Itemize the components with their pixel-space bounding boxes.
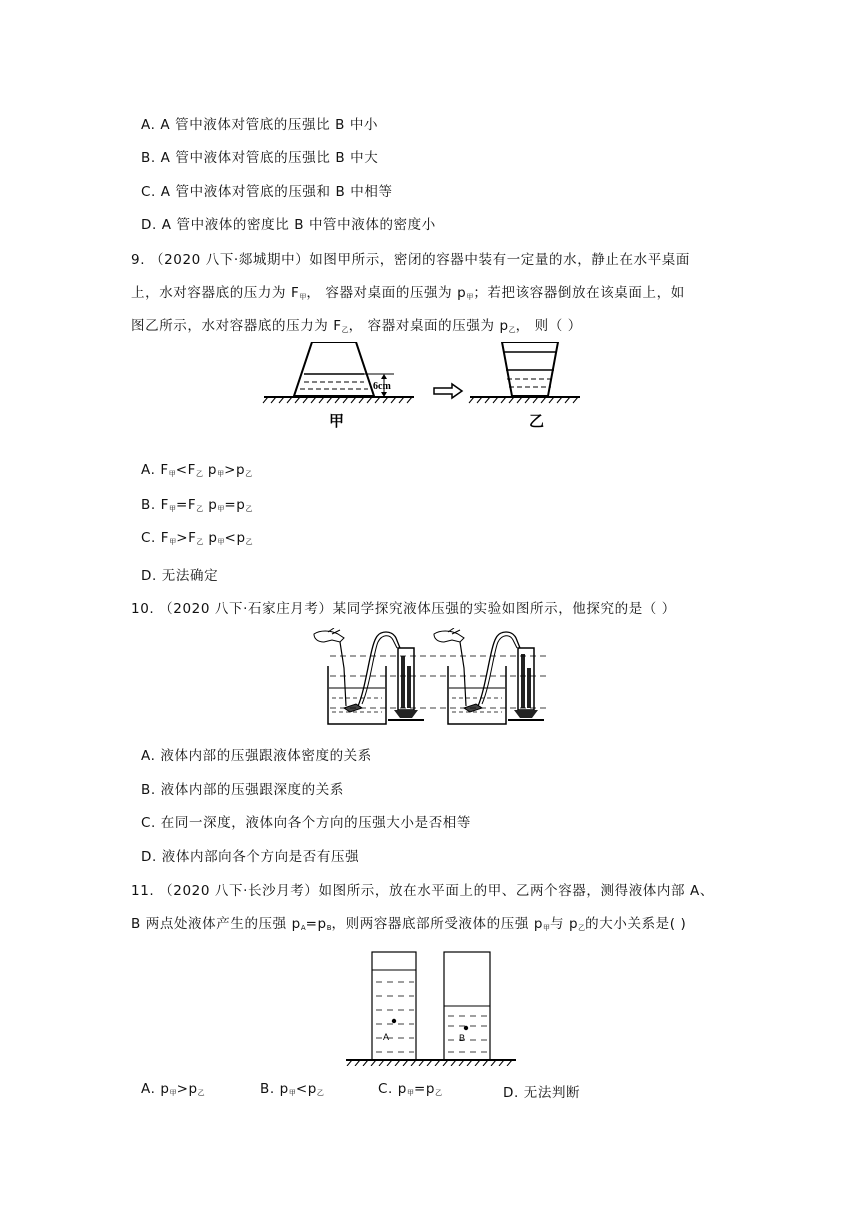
label-yi: 乙	[529, 412, 545, 430]
q11-option-a: A. $p_甲>p_乙$	[141, 1081, 205, 1097]
q9-option-b: B. $F_甲=F_乙$ $p_甲=p_乙$	[141, 497, 253, 513]
q10-option-d: D. 液体内部向各个方向是否有压强	[141, 849, 360, 865]
q11-containers-figure	[346, 950, 518, 1066]
point-a-label: A	[383, 1032, 390, 1042]
q8-option-c: C. A 管中液体对管底的压强和 B 中相等	[141, 184, 393, 200]
q10-option-b: B. 液体内部的压强跟深度的关系	[141, 782, 344, 798]
point-b-label: B	[459, 1033, 466, 1043]
q9-option-c: C. $F_甲>F_乙$ $p_甲<p_乙$	[141, 530, 253, 546]
q11-option-b: B. $p_甲<p_乙$	[260, 1081, 324, 1097]
q10-stem: 10. （2020 八下·石家庄月考）某同学探究液体压强的实验如图所示，他探究的是（ ）	[131, 601, 676, 617]
q9-option-d: D. 无法确定	[141, 568, 219, 584]
q11-option-c: C. $p_甲=p_乙$	[378, 1081, 443, 1097]
q11-stem-line2: B 两点处液体产生的压强 $p_A=p_B$，则两容器底部所受液体的压强 $p_甲$与 $p_乙$的大小关系是( )	[131, 916, 687, 932]
q8-option-b: B. A 管中液体对管底的压强比 B 中大	[141, 150, 379, 166]
q8-option-a: A. A 管中液体对管底的压强比 B 中小	[141, 117, 379, 133]
q9-stem-line1: 9. （2020 八下·郯城期中）如图甲所示，密闭的容器中装有一定量的水，静止在水平桌面	[131, 252, 691, 268]
q10-option-c: C. 在同一深度，液体向各个方向的压强大小是否相等	[141, 815, 472, 831]
q10-experiment-figure	[310, 628, 550, 726]
q8-option-d: D. A 管中液体的密度比 B 中管中液体的密度小	[141, 217, 436, 233]
q11-stem-line1: 11. （2020 八下·长沙月考）如图所示，放在水平面上的甲、乙两个容器，测得液体内部 A、	[131, 883, 714, 899]
q9-stem-line3: 图乙所示，水对容器底的压力为 $F_乙$， 容器对桌面的压强为 $p_乙$， 则（ ）	[131, 318, 582, 334]
label-jia: 甲	[329, 412, 345, 430]
depth-label: 6cm	[373, 381, 391, 392]
q9-stem-line2: 上，水对容器底的压力为 $F_甲$， 容器对桌面的压强为 $p_甲$；若把该容器倒放在该桌面上，如	[131, 285, 685, 301]
q10-option-a: A. 液体内部的压强跟液体密度的关系	[141, 748, 372, 764]
q11-option-d: D. 无法判断	[503, 1085, 581, 1101]
q9-option-a: A. $F_甲<F_乙$ $p_甲>p_乙$	[141, 462, 253, 478]
q9-container-figure	[262, 342, 614, 442]
